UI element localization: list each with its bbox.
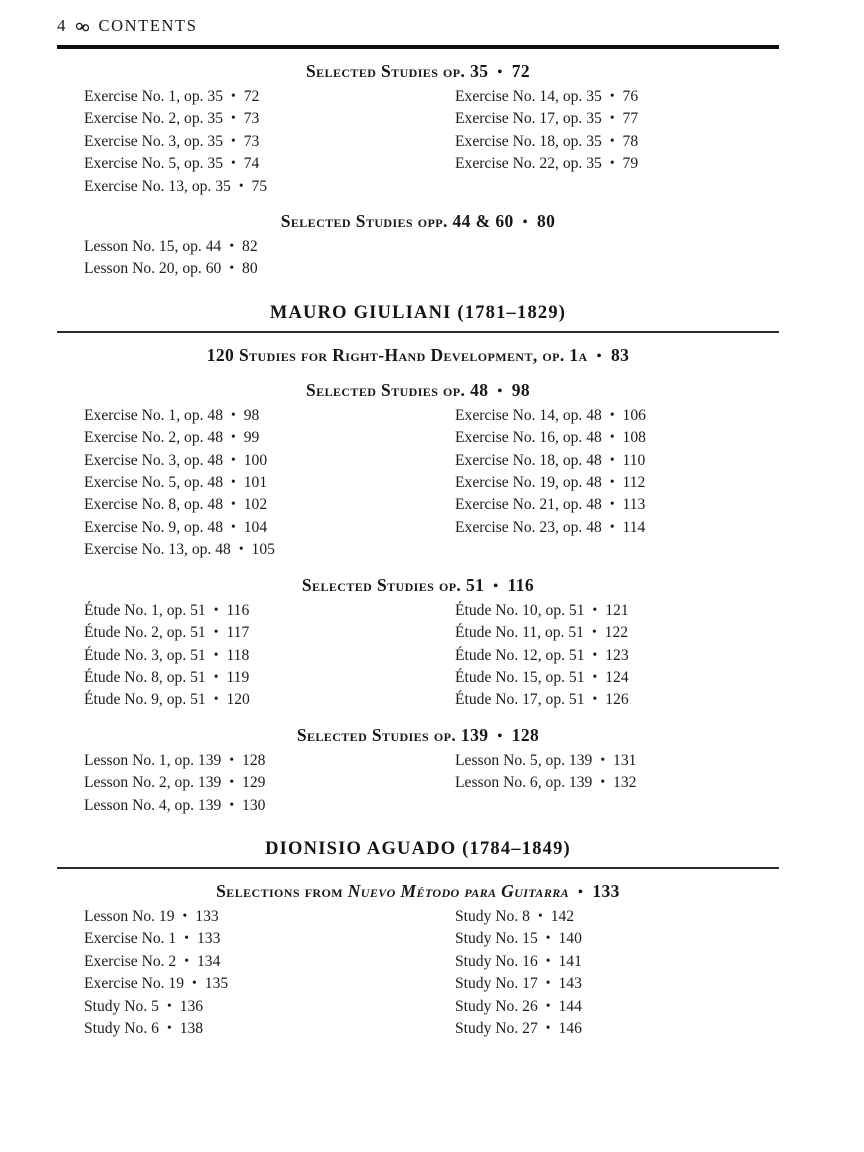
entry-label: Exercise No. 3, op. 35 bbox=[84, 132, 224, 150]
entry-page-number: 79 bbox=[622, 155, 639, 173]
bullet-separator: • bbox=[182, 907, 188, 923]
entry-label: Study No. 6 bbox=[84, 1019, 159, 1037]
entry-page-number: 120 bbox=[226, 691, 250, 709]
toc-entry bbox=[455, 905, 779, 927]
toc-entry bbox=[455, 995, 779, 1017]
entry-label: Exercise No. 5, op. 35 bbox=[84, 155, 224, 173]
composer-rule bbox=[57, 867, 779, 869]
entry-label: Exercise No. 3, op. 48 bbox=[84, 451, 224, 469]
page-number: 4 bbox=[57, 16, 66, 35]
toc-entry bbox=[84, 449, 455, 471]
composer-heading: MAURO GIULIANI (1781–1829) bbox=[269, 302, 567, 323]
toc-entry bbox=[84, 107, 455, 129]
entry-label: Study No. 26 bbox=[455, 997, 538, 1015]
entry-label: Exercise No. 2, op. 35 bbox=[84, 110, 224, 128]
section-heading-text: Selected Studies op. 51 bbox=[301, 574, 485, 595]
toc-entry bbox=[455, 130, 779, 152]
bullet-separator: • bbox=[497, 728, 503, 744]
bullet-separator: • bbox=[600, 751, 606, 767]
entry-page-number: 73 bbox=[243, 132, 260, 150]
bullet-separator: • bbox=[592, 646, 598, 662]
entry-page-number: 82 bbox=[242, 238, 258, 256]
section-heading bbox=[57, 345, 779, 366]
toc-entry bbox=[455, 621, 779, 643]
toc-entry bbox=[455, 404, 779, 426]
bullet-separator: • bbox=[184, 952, 189, 968]
toc-entry bbox=[84, 85, 455, 107]
toc-entry bbox=[84, 152, 455, 174]
entry-label: Exercise No. 8, op. 48 bbox=[84, 496, 224, 514]
entry-label: Étude No. 1, op. 51 bbox=[84, 601, 206, 619]
bullet-separator: • bbox=[229, 751, 235, 767]
bullet-separator: • bbox=[229, 774, 235, 790]
entry-label: Étude No. 11, op. 51 bbox=[455, 624, 584, 642]
entry-page-number: 134 bbox=[196, 952, 221, 970]
section-heading bbox=[57, 211, 779, 232]
entry-page-number: 75 bbox=[251, 177, 268, 195]
toc-entry bbox=[84, 538, 455, 560]
toc-entry bbox=[84, 950, 455, 972]
toc-entry bbox=[455, 516, 779, 538]
toc-entry bbox=[455, 749, 779, 771]
entry-label: Lesson No. 19 bbox=[84, 907, 175, 925]
entry-label: Exercise No. 19, op. 48 bbox=[455, 474, 602, 492]
bullet-separator: • bbox=[238, 177, 244, 193]
entry-page-number: 114 bbox=[622, 518, 646, 536]
bullet-separator: • bbox=[213, 646, 219, 662]
bullet-separator: • bbox=[609, 110, 615, 126]
entry-page-number: 130 bbox=[242, 796, 266, 814]
toc-entry bbox=[455, 1017, 779, 1039]
toc-entry bbox=[84, 771, 455, 793]
entry-page-number: 136 bbox=[179, 997, 204, 1015]
entry-label: Étude No. 3, op. 51 bbox=[84, 646, 206, 664]
entry-page-number: 108 bbox=[622, 429, 646, 447]
entry-page-number: 126 bbox=[605, 691, 629, 709]
section-heading-italic-title: Nuevo Método para Guitarra bbox=[347, 880, 570, 901]
bullet-separator: • bbox=[497, 383, 503, 399]
entry-label: Étude No. 12, op. 51 bbox=[455, 646, 585, 664]
bullet-separator: • bbox=[545, 930, 551, 946]
entry-label: Exercise No. 5, op. 48 bbox=[84, 474, 224, 492]
bullet-separator: • bbox=[166, 1019, 172, 1035]
toc-entry bbox=[84, 175, 455, 197]
entry-page-number: 105 bbox=[251, 541, 275, 559]
toc-columns bbox=[57, 85, 779, 197]
bullet-separator: • bbox=[545, 997, 551, 1013]
toc-entry bbox=[84, 426, 455, 448]
toc-column-left bbox=[84, 235, 455, 280]
toc-entry bbox=[84, 972, 455, 994]
bullet-separator: • bbox=[609, 451, 615, 467]
entry-label: Exercise No. 2, op. 48 bbox=[84, 429, 224, 447]
entry-label: Exercise No. 18, op. 48 bbox=[455, 451, 602, 469]
section-heading bbox=[57, 380, 779, 401]
section-heading-page: 128 bbox=[511, 724, 540, 745]
bullet-separator: • bbox=[229, 260, 235, 276]
bullet-separator: • bbox=[231, 110, 236, 126]
entry-page-number: 141 bbox=[558, 952, 582, 970]
bullet-separator: • bbox=[238, 541, 244, 557]
entry-label: Study No. 17 bbox=[455, 975, 538, 993]
toc-entry bbox=[455, 927, 779, 949]
toc-column-right bbox=[455, 85, 779, 197]
composer-rule bbox=[57, 331, 779, 333]
bullet-separator: • bbox=[609, 88, 615, 103]
section-heading-text: Selected Studies op. 48 bbox=[306, 379, 489, 400]
entry-label: Exercise No. 14, op. 35 bbox=[455, 88, 602, 105]
toc-entry bbox=[84, 257, 455, 279]
toc-columns bbox=[57, 599, 779, 711]
section-heading bbox=[57, 881, 779, 902]
entry-page-number: 143 bbox=[558, 975, 582, 993]
entry-page-number: 133 bbox=[196, 930, 221, 948]
table-of-contents bbox=[57, 61, 779, 1039]
bullet-separator: • bbox=[545, 952, 551, 968]
toc-entry bbox=[84, 749, 455, 771]
section-heading-text: 120 Studies for Right-Hand Development, op. 1a bbox=[206, 344, 588, 365]
toc-entry bbox=[84, 666, 455, 688]
toc-entry bbox=[84, 235, 455, 257]
entry-label: Lesson No. 15, op. 44 bbox=[84, 238, 222, 256]
fleuron-scroll-icon bbox=[74, 22, 91, 32]
entry-page-number: 100 bbox=[243, 451, 268, 469]
toc-column-right bbox=[455, 599, 779, 711]
entry-label: Study No. 27 bbox=[455, 1019, 538, 1037]
entry-page-number: 74 bbox=[243, 155, 260, 173]
entry-page-number: 98 bbox=[243, 406, 260, 424]
entry-label: Étude No. 17, op. 51 bbox=[455, 691, 585, 709]
entry-label: Lesson No. 1, op. 139 bbox=[84, 751, 222, 769]
bullet-separator: • bbox=[609, 496, 615, 512]
bullet-separator: • bbox=[231, 429, 236, 445]
entry-page-number: 104 bbox=[243, 518, 268, 536]
bullet-separator: • bbox=[609, 155, 615, 171]
bullet-separator: • bbox=[231, 88, 236, 103]
toc-entry bbox=[84, 644, 455, 666]
bullet-separator: • bbox=[592, 691, 598, 707]
entry-label: Exercise No. 23, op. 48 bbox=[455, 518, 602, 536]
bullet-separator: • bbox=[578, 884, 584, 900]
entry-page-number: 128 bbox=[242, 751, 266, 769]
entry-label: Exercise No. 19 bbox=[84, 975, 185, 993]
entry-label: Étude No. 15, op. 51 bbox=[455, 668, 585, 686]
bullet-separator: • bbox=[609, 406, 615, 422]
bullet-separator: • bbox=[184, 930, 189, 946]
entry-label: Lesson No. 20, op. 60 bbox=[84, 260, 222, 278]
entry-page-number: 78 bbox=[622, 132, 639, 150]
entry-page-number: 133 bbox=[195, 907, 219, 925]
entry-label: Lesson No. 6, op. 139 bbox=[455, 774, 593, 792]
entry-page-number: 116 bbox=[226, 601, 250, 619]
bullet-separator: • bbox=[545, 975, 551, 991]
bullet-separator: • bbox=[166, 997, 172, 1013]
entry-label: Étude No. 9, op. 51 bbox=[84, 691, 206, 709]
bullet-separator: • bbox=[231, 518, 236, 534]
toc-entry bbox=[455, 972, 779, 994]
entry-page-number: 146 bbox=[558, 1019, 582, 1037]
entry-label: Exercise No. 18, op. 35 bbox=[455, 132, 602, 150]
entry-label: Lesson No. 5, op. 139 bbox=[455, 751, 593, 769]
bullet-separator: • bbox=[231, 155, 236, 171]
entry-page-number: 132 bbox=[613, 774, 637, 792]
section-heading-page: 80 bbox=[536, 211, 556, 232]
toc-column-left bbox=[84, 599, 455, 711]
bullet-separator: • bbox=[545, 1019, 551, 1035]
toc-entry bbox=[84, 471, 455, 493]
toc-entry bbox=[455, 688, 779, 710]
toc-entry bbox=[84, 1017, 455, 1039]
toc-entry bbox=[84, 927, 455, 949]
entry-page-number: 144 bbox=[558, 997, 582, 1015]
entry-page-number: 118 bbox=[226, 646, 250, 664]
bullet-separator: • bbox=[522, 215, 528, 231]
entry-page-number: 76 bbox=[622, 88, 639, 105]
entry-label: Lesson No. 4, op. 139 bbox=[84, 796, 222, 814]
bullet-separator: • bbox=[592, 601, 598, 617]
toc-column-left bbox=[84, 85, 455, 197]
running-header bbox=[57, 14, 779, 38]
toc-columns bbox=[57, 749, 779, 816]
section-heading-text: Selections from bbox=[216, 880, 348, 901]
entry-label: Study No. 5 bbox=[84, 997, 159, 1015]
section-heading-text: Selected Studies op. 35 bbox=[306, 61, 489, 81]
bullet-separator: • bbox=[231, 406, 236, 422]
bullet-separator: • bbox=[213, 691, 219, 707]
bullet-separator: • bbox=[229, 796, 235, 812]
entry-page-number: 102 bbox=[243, 496, 268, 514]
toc-column-left bbox=[84, 404, 455, 561]
bullet-separator: • bbox=[537, 907, 543, 923]
toc-entry bbox=[84, 621, 455, 643]
toc-entry bbox=[455, 599, 779, 621]
toc-column-right bbox=[455, 749, 779, 816]
bullet-separator: • bbox=[231, 451, 236, 467]
bullet-separator: • bbox=[231, 496, 236, 512]
entry-page-number: 113 bbox=[622, 496, 646, 514]
entry-label: Study No. 15 bbox=[455, 930, 538, 948]
bullet-separator: • bbox=[591, 624, 597, 640]
bullet-separator: • bbox=[609, 474, 615, 490]
entry-page-number: 129 bbox=[242, 774, 266, 792]
entry-page-number: 142 bbox=[550, 907, 575, 925]
entry-label: Exercise No. 1, op. 48 bbox=[84, 406, 224, 424]
toc-column-right bbox=[455, 404, 779, 561]
toc-entry bbox=[84, 404, 455, 426]
toc-entry bbox=[455, 107, 779, 129]
entry-label: Exercise No. 13, op. 48 bbox=[84, 541, 231, 559]
toc-entry bbox=[455, 426, 779, 448]
bullet-separator: • bbox=[229, 238, 235, 254]
entry-page-number: 106 bbox=[622, 406, 646, 424]
section-heading-text: Selected Studies opp. 44 & 60 bbox=[280, 211, 514, 232]
header-rule bbox=[57, 45, 779, 49]
entry-page-number: 112 bbox=[622, 474, 646, 492]
section-heading-page: 98 bbox=[511, 379, 530, 400]
toc-column-right bbox=[455, 905, 779, 1039]
entry-page-number: 117 bbox=[226, 624, 250, 642]
section-heading-text: Selected Studies op. 139 bbox=[296, 724, 489, 745]
toc-entry bbox=[84, 516, 455, 538]
section-heading bbox=[57, 575, 779, 596]
contents-title: CONTENTS bbox=[98, 16, 198, 35]
entry-label: Exercise No. 1, op. 35 bbox=[84, 88, 224, 105]
entry-label: Exercise No. 22, op. 35 bbox=[455, 155, 602, 173]
entry-page-number: 80 bbox=[242, 260, 258, 278]
entry-label: Exercise No. 21, op. 48 bbox=[455, 496, 602, 514]
toc-entry bbox=[455, 493, 779, 515]
toc-entry bbox=[84, 794, 455, 816]
section-heading-page: 72 bbox=[511, 61, 530, 81]
entry-page-number: 121 bbox=[605, 601, 629, 619]
entry-label: Exercise No. 14, op. 48 bbox=[455, 406, 602, 424]
section-heading-page: 133 bbox=[592, 880, 620, 901]
section-heading-page: 83 bbox=[610, 344, 630, 365]
toc-entry bbox=[84, 995, 455, 1017]
bullet-separator: • bbox=[192, 975, 197, 991]
entry-page-number: 131 bbox=[613, 751, 637, 769]
entry-label: Exercise No. 13, op. 35 bbox=[84, 177, 231, 195]
section-heading-page: 116 bbox=[507, 574, 535, 595]
toc-columns bbox=[57, 905, 779, 1039]
toc-entry bbox=[455, 471, 779, 493]
bullet-separator: • bbox=[493, 578, 499, 594]
entry-page-number: 110 bbox=[622, 451, 646, 469]
toc-entry bbox=[455, 950, 779, 972]
entry-page-number: 73 bbox=[243, 110, 260, 128]
toc-entry bbox=[84, 688, 455, 710]
entry-page-number: 140 bbox=[558, 930, 582, 948]
entry-label: Exercise No. 17, op. 35 bbox=[455, 110, 602, 128]
bullet-separator: • bbox=[600, 774, 606, 790]
entry-label: Étude No. 10, op. 51 bbox=[455, 601, 585, 619]
toc-entry bbox=[84, 130, 455, 152]
toc-entry bbox=[84, 905, 455, 927]
entry-label: Lesson No. 2, op. 139 bbox=[84, 774, 222, 792]
entry-page-number: 77 bbox=[622, 110, 639, 128]
toc-entry bbox=[84, 493, 455, 515]
entry-label: Study No. 16 bbox=[455, 952, 538, 970]
toc-columns bbox=[57, 404, 779, 561]
toc-columns bbox=[57, 235, 779, 280]
bullet-separator: • bbox=[609, 518, 615, 534]
bullet-separator: • bbox=[596, 348, 602, 364]
entry-label: Exercise No. 1 bbox=[84, 930, 177, 948]
bullet-separator: • bbox=[213, 601, 219, 617]
entry-page-number: 119 bbox=[226, 668, 250, 686]
toc-entry bbox=[455, 449, 779, 471]
toc-entry bbox=[455, 152, 779, 174]
toc-entry bbox=[455, 85, 779, 107]
toc-column-left bbox=[84, 905, 455, 1039]
section-heading bbox=[57, 725, 779, 746]
bullet-separator: • bbox=[231, 474, 236, 490]
entry-page-number: 101 bbox=[243, 474, 268, 492]
composer-heading: DIONISIO AGUADO (1784–1849) bbox=[265, 838, 571, 859]
entry-page-number: 72 bbox=[243, 88, 260, 105]
entry-label: Exercise No. 2 bbox=[84, 952, 177, 970]
bullet-separator: • bbox=[592, 668, 598, 684]
bullet-separator: • bbox=[213, 668, 219, 684]
bullet-separator: • bbox=[213, 624, 219, 640]
entry-page-number: 135 bbox=[204, 975, 229, 993]
toc-entry bbox=[455, 771, 779, 793]
entry-label: Exercise No. 16, op. 48 bbox=[455, 429, 602, 447]
bullet-separator: • bbox=[497, 65, 503, 80]
toc-entry bbox=[455, 666, 779, 688]
entry-label: Study No. 8 bbox=[455, 907, 530, 925]
entry-page-number: 122 bbox=[604, 624, 629, 642]
entry-label: Exercise No. 9, op. 48 bbox=[84, 518, 224, 536]
entry-page-number: 123 bbox=[605, 646, 629, 664]
bullet-separator: • bbox=[609, 132, 615, 148]
toc-column-right bbox=[455, 235, 779, 280]
toc-column-left bbox=[84, 749, 455, 816]
entry-label: Étude No. 2, op. 51 bbox=[84, 624, 206, 642]
entry-label: Étude No. 8, op. 51 bbox=[84, 668, 206, 686]
bullet-separator: • bbox=[609, 429, 615, 445]
entry-page-number: 138 bbox=[179, 1019, 204, 1037]
entry-page-number: 124 bbox=[605, 668, 629, 686]
toc-entry bbox=[84, 599, 455, 621]
entry-page-number: 99 bbox=[243, 429, 260, 447]
section-heading bbox=[57, 61, 779, 82]
bullet-separator: • bbox=[231, 132, 236, 148]
toc-entry bbox=[455, 644, 779, 666]
